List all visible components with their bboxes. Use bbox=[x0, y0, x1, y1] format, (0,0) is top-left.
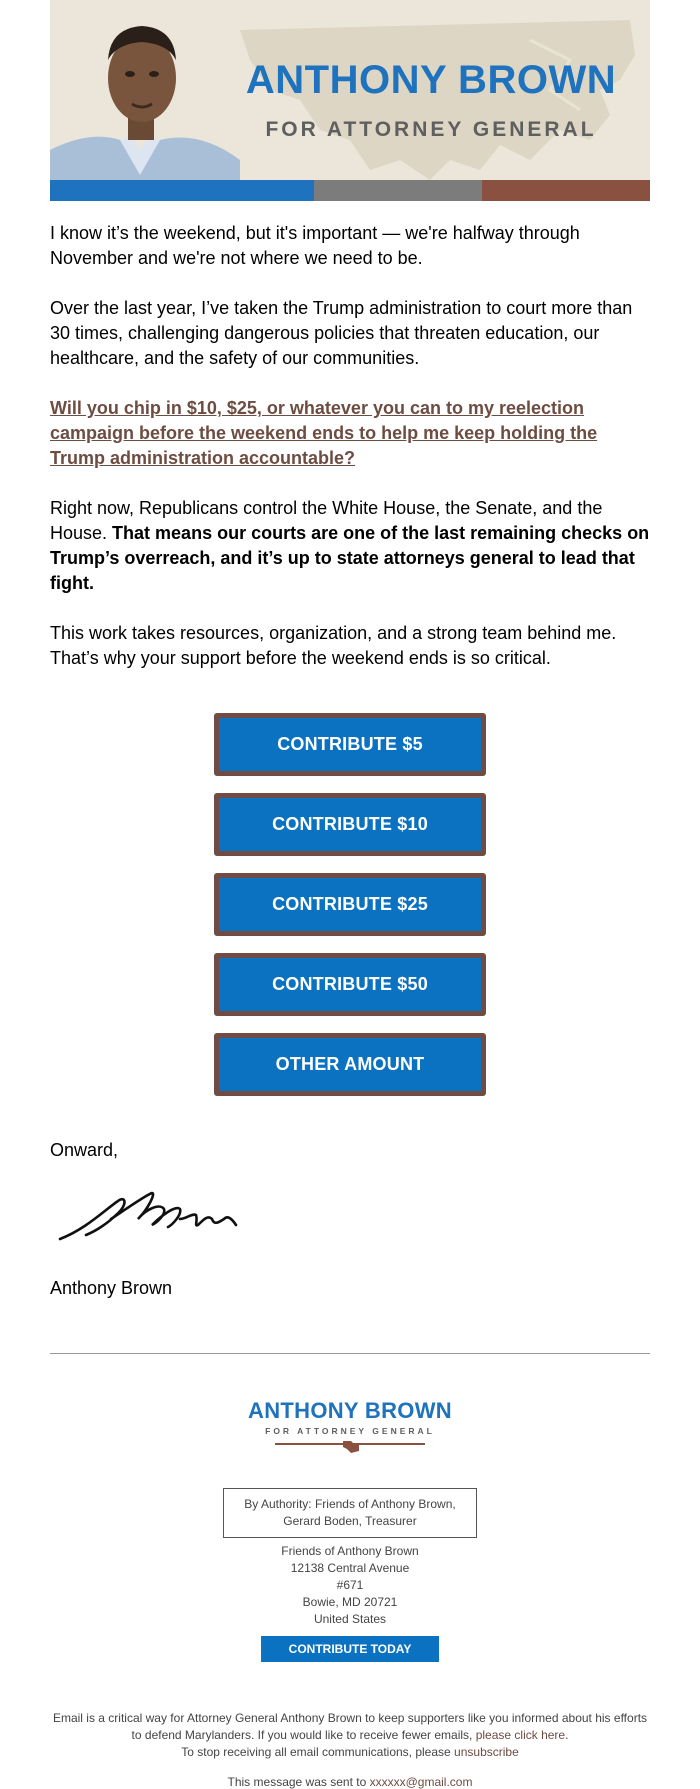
recipient-email-link[interactable]: xxxxxx@gmail.com bbox=[369, 1775, 473, 1789]
footer-logo bbox=[248, 1398, 452, 1458]
contribute-today-button[interactable]: CONTRIBUTE TODAY bbox=[261, 1636, 439, 1662]
contribute-10-button[interactable]: CONTRIBUTE $10 bbox=[214, 793, 486, 856]
authority-line-1: By Authority: Friends of Anthony Brown, bbox=[244, 1497, 456, 1511]
authority-box bbox=[223, 1488, 477, 1538]
footer-logo-name: ANTHONY BROWN bbox=[248, 1398, 452, 1423]
candidate-portrait bbox=[50, 0, 240, 201]
address-line: United States bbox=[313, 1612, 387, 1626]
header-color-stripes bbox=[50, 180, 650, 201]
paragraph-checks bbox=[50, 496, 650, 596]
unsubscribe-link[interactable]: unsubscribe bbox=[454, 1745, 519, 1759]
address-line: #671 bbox=[336, 1578, 364, 1592]
signoff-name: Anthony Brown bbox=[50, 1278, 173, 1298]
contribute-25-button[interactable]: CONTRIBUTE $25 bbox=[214, 873, 486, 936]
paragraph-lawsuits: Over the last year, I’ve taken the Trump administration to court more than 30 times, challenging dangerous policies that threaten education, our healthcare, and the safety of our communities. bbox=[50, 298, 633, 368]
sent-to-line bbox=[50, 1775, 650, 1789]
address-line: Bowie, MD 20721 bbox=[302, 1595, 398, 1609]
mailing-address bbox=[50, 1543, 650, 1628]
maryland-map-icon bbox=[230, 20, 650, 190]
paragraph-checks-lead: Right now, Republicans control the White House, the Senate, and the House. bbox=[50, 498, 603, 543]
header-banner bbox=[50, 0, 650, 201]
footer-logo-bar-icon bbox=[275, 1441, 425, 1453]
address-line: 12138 Central Avenue bbox=[290, 1561, 410, 1575]
legal-text-2: To stop receiving all email communications, please bbox=[181, 1745, 451, 1759]
footer-logo-subtitle: FOR ATTORNEY GENERAL bbox=[265, 1426, 435, 1436]
contribute-5-button[interactable]: CONTRIBUTE $5 bbox=[214, 713, 486, 776]
paragraph-intro: I know it’s the weekend, but it's important — we're halfway through November and we're not where we need to be. bbox=[50, 223, 580, 268]
legal-text-1: Email is a critical way for Attorney General Anthony Brown to keep supporters like you informed about his efforts to defend Marylanders. If you would like to receive fewer emails, bbox=[52, 1711, 648, 1742]
stripe-gray bbox=[314, 180, 482, 201]
paragraph-ask bbox=[50, 396, 650, 471]
signoff-closing: Onward, bbox=[50, 1140, 119, 1160]
paragraph-checks-bold: That means our courts are one of the last remaining checks on Trump’s overreach, and it’s up to state attorneys general to lead that fight. bbox=[50, 523, 650, 593]
donation-buttons bbox=[50, 713, 650, 1113]
sent-to-label: This message was sent to bbox=[227, 1775, 367, 1789]
paragraph-resources: This work takes resources, organization, and a strong team behind me. That’s why your support before the weekend ends is so critical. bbox=[50, 623, 617, 668]
footer bbox=[50, 1362, 650, 1789]
email-container bbox=[50, 0, 650, 1789]
header-candidate-name: ANTHONY BROWN bbox=[245, 58, 617, 102]
address-line: Friends of Anthony Brown bbox=[281, 1544, 419, 1558]
footer-divider bbox=[50, 1353, 650, 1354]
legal-disclaimer: Email is a critical way for Attorney General Anthony Brown to keep supporters like you informed about his efforts to defend Marylanders. If you would like to receive fewer emails, please click here. To stop receiving all email communications, please unsubscribe bbox=[52, 1711, 648, 1759]
stripe-brown bbox=[482, 180, 650, 201]
header-candidate-subtitle: FOR ATTORNEY GENERAL bbox=[265, 118, 597, 141]
authority-line-2: Gerard Boden, Treasurer bbox=[283, 1514, 417, 1528]
handwritten-signature bbox=[56, 1179, 256, 1251]
other-amount-button[interactable]: OTHER AMOUNT bbox=[214, 1033, 486, 1096]
donation-ask-link[interactable]: Will you chip in $10, $25, or whatever you can to my reelection campaign before the weekend ends to help me keep holding the Trump administration accountable? bbox=[50, 398, 598, 468]
email-body bbox=[50, 201, 650, 671]
stripe-blue bbox=[50, 180, 314, 201]
fewer-emails-link[interactable]: please click here bbox=[475, 1728, 566, 1742]
contribute-50-button[interactable]: CONTRIBUTE $50 bbox=[214, 953, 486, 1016]
